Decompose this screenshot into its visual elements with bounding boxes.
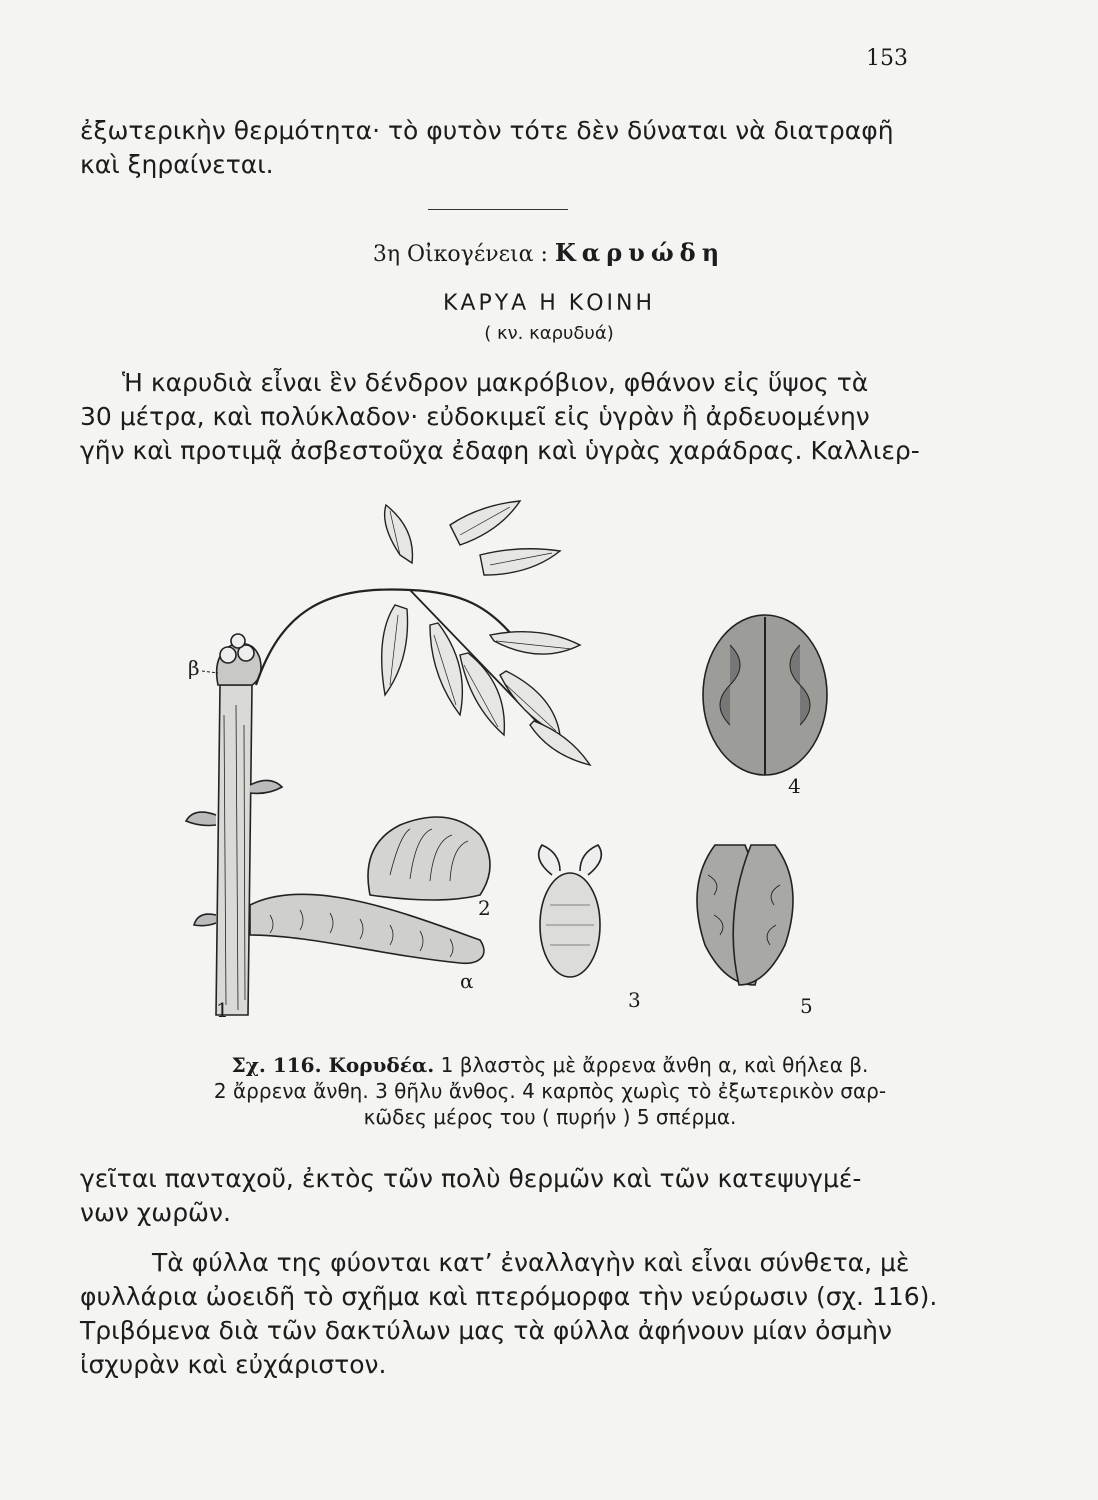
intro-paragraph	[80, 114, 940, 182]
leaflet	[480, 549, 560, 575]
text-line: φυλλάρια ὠοειδῆ τὸ σχῆμα καὶ πτερόμορφα τὴν νεύρωσιν (σχ. 116).	[80, 1282, 938, 1311]
text-line: ἰσχυρὰν καὶ εὐχάριστον.	[80, 1350, 387, 1379]
family-heading-name: Καρυώδη	[554, 238, 726, 267]
caption-lead: Σχ. 116. Κορυδέα.	[231, 1053, 435, 1077]
text-line: καὶ ξηραίνεται.	[80, 150, 274, 179]
page-number: 153	[866, 46, 908, 71]
caption-line: κῶδες μέρος του ( πυρήν ) 5 σπέρμα.	[363, 1105, 737, 1129]
figure-caption	[150, 1052, 950, 1130]
common-name: ( κν. καρυδυά)	[484, 323, 614, 344]
male-catkin	[250, 894, 484, 963]
label-4: 4	[788, 774, 801, 798]
text-line: ἐξωτερικὴν θερμότητα· τὸ φυτὸν τότε δὲν δύναται νὰ διατραφῆ	[80, 116, 894, 145]
caption-line: 2 ἄρρενα ἄνθη. 3 θῆλυ ἄνθος. 4 καρπὸς χωρὶς τὸ ἐξωτερικὸν σαρ-	[213, 1079, 887, 1103]
text-line: Τριβόμενα διὰ τῶν δακτύλων μας τὰ φύλλα ἀφήνουν μίαν ὀσμὴν	[80, 1316, 892, 1345]
label-beta: β	[188, 656, 200, 680]
walnut-illustration	[160, 495, 860, 1055]
text-line: Τὰ φύλλα της φύονται κατ’ ἐναλλαγὴν καὶ εἶναι σύνθετα, μὲ	[152, 1248, 910, 1277]
leaflet	[490, 632, 580, 654]
paragraph-1	[80, 366, 940, 468]
section-divider	[428, 209, 568, 210]
shoot-stem	[216, 685, 252, 1015]
caption-text: 1 βλαστὸς μὲ ἄρρενα ἄνθη α, καὶ θήλεα β.	[434, 1053, 869, 1077]
text-line: 30 μέτρα, καὶ πολύκλαδον· εὐδοκιμεῖ εἰς ὑγρὰν ἢ ἀρδευομένην	[80, 402, 870, 431]
leaflet	[530, 721, 590, 765]
paragraph-2	[80, 1162, 940, 1230]
label-2: 2	[478, 896, 491, 920]
label-5: 5	[800, 994, 813, 1018]
male-flowers	[368, 817, 490, 900]
leaflet	[382, 605, 408, 695]
label-1: 1	[216, 998, 229, 1022]
label-alpha: α	[460, 969, 474, 993]
text-line: Ἡ καρυδιὰ εἶναι ἓν δένδρον μακρόβιον, φθάνον εἰς ὕψος τὰ	[122, 368, 869, 397]
family-heading-prefix: 3η Οἰκογένεια :	[372, 242, 548, 267]
caption-line	[150, 1052, 950, 1078]
text-line: νων χωρῶν.	[80, 1198, 231, 1227]
label-3: 3	[628, 988, 641, 1012]
species-title: ΚΑΡΥΑ Η ΚΟΙΝΗ	[443, 291, 655, 316]
text-line: γεῖται πανταχοῦ, ἐκτὸς τῶν πολὺ θερμῶν καὶ τῶν κατεψυγμέ-	[80, 1164, 862, 1193]
leaflet	[385, 505, 413, 563]
paragraph-3	[80, 1246, 940, 1382]
text-line: γῆν καὶ προτιμᾷ ἀσβεστοῦχα ἐδαφη καὶ ὑγρὰς χαράδρας. Καλλιερ-	[80, 436, 920, 465]
family-heading	[0, 238, 1098, 267]
